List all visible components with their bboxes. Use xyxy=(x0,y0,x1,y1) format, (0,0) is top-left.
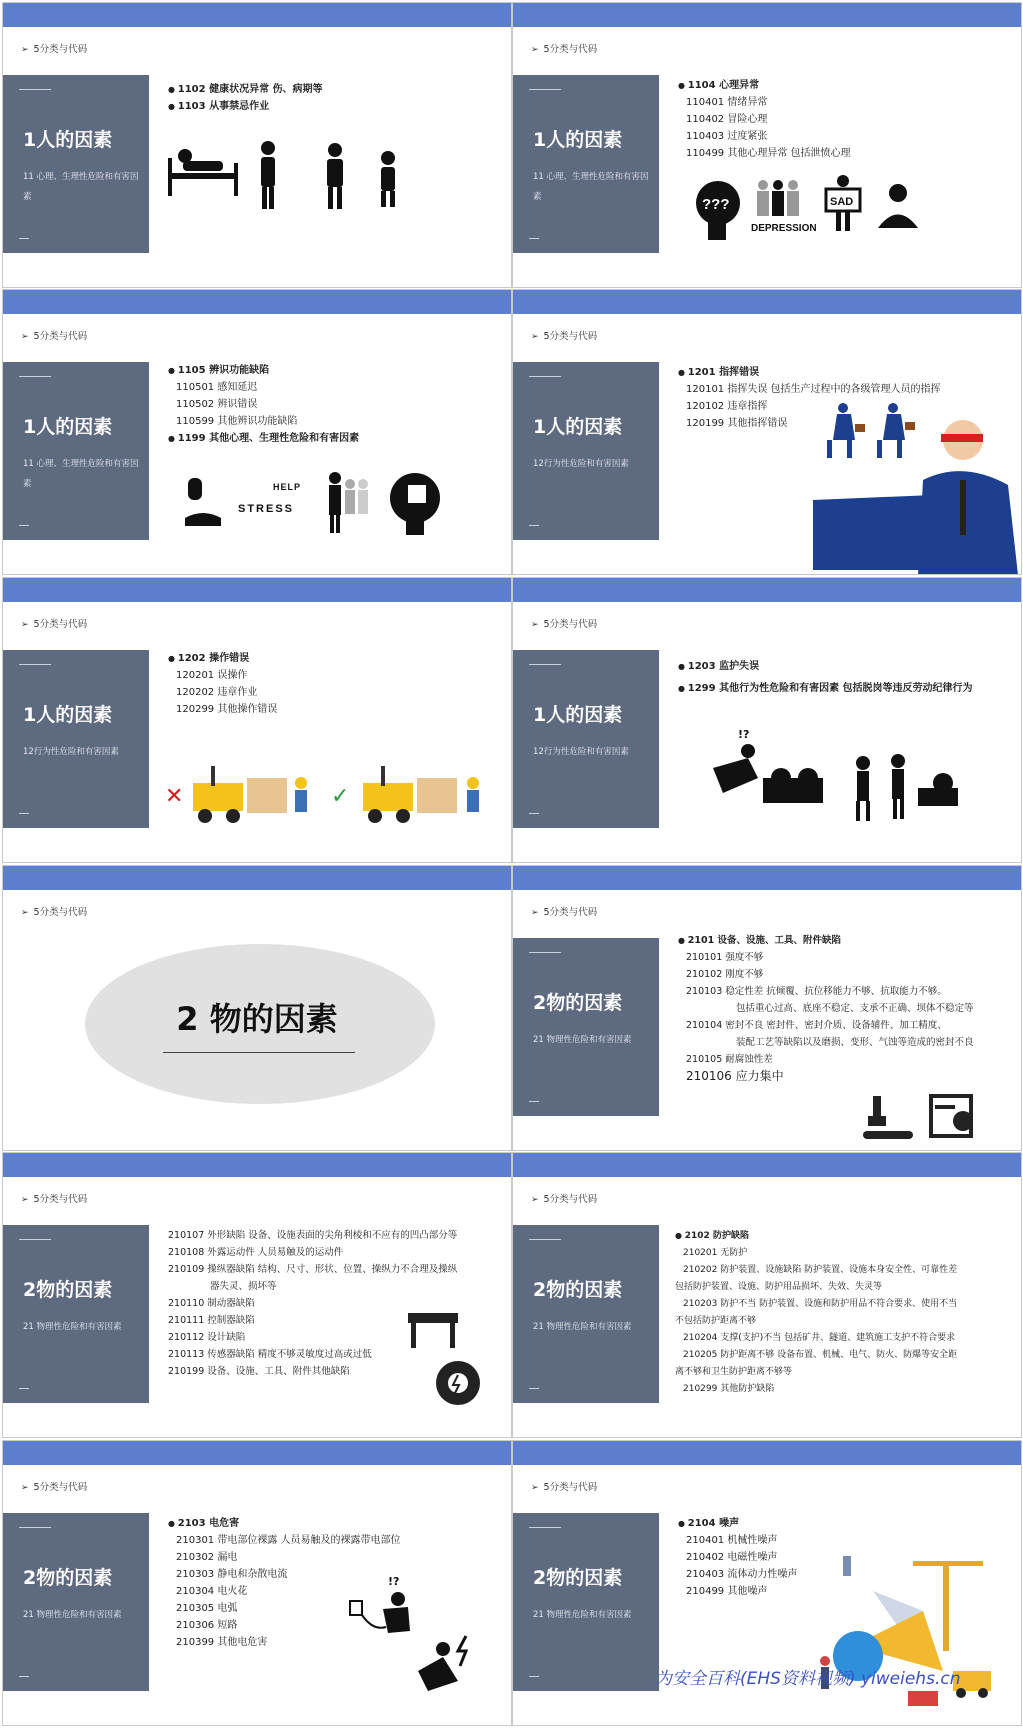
bullet-item: ● 2101 设备、设施、工具、附件缺陷 xyxy=(678,932,1013,949)
arrow-icon: ➢ xyxy=(531,45,539,55)
breadcrumb: ➢ 5分类与代码 xyxy=(21,331,88,342)
slide-5 xyxy=(2,577,512,863)
list-item: 210108 外露运动件 人员易触及的运动件 xyxy=(168,1247,344,1258)
art-label: !? xyxy=(738,728,750,741)
slide-title: 1人的因素 xyxy=(533,704,623,726)
breadcrumb: ➢ 5分类与代码 xyxy=(21,619,88,630)
list-item: 210302 漏电 xyxy=(176,1552,238,1563)
slide-subtitle: 11 心理、生理性危险和有害因素 xyxy=(533,172,649,202)
bullet-item: ● 1299 其他行为性危险和有害因素 包括脱岗等违反劳动纪律行为 xyxy=(678,678,1013,700)
side-panel xyxy=(513,75,659,253)
bullet-item: ● 1203 监护失误 xyxy=(678,656,1013,678)
correct-mark: ✓ xyxy=(331,784,350,809)
slide-subtitle: 21 物理性危险和有害因素 xyxy=(533,1322,632,1332)
mental-state-illustration xyxy=(693,173,923,253)
list-item: 210499 其他噪声 xyxy=(686,1586,768,1597)
slide-title: 2物的因素 xyxy=(533,1567,623,1589)
accident-illustration xyxy=(693,723,993,833)
list-item: 210402 电磁性噪声 xyxy=(686,1552,778,1563)
slide-10 xyxy=(512,1152,1022,1438)
breadcrumb: ➢ 5分类与代码 xyxy=(531,44,598,55)
wrong-mark: ✕ xyxy=(165,784,184,809)
art-label: HELP xyxy=(273,482,302,492)
list-item: 210205 防护距离不够 设备布置、机械、电气、防火、防爆等安全距 xyxy=(683,1350,958,1360)
barrier-gear-icons xyxy=(403,1303,493,1413)
bullet-item: ● 1201 指挥错误 xyxy=(678,364,1013,381)
list-item: 210107 外形缺陷 设备、设施表面的尖角利棱和不应有的凹凸部分等 xyxy=(168,1230,458,1241)
forklift-comparison-illustration xyxy=(163,758,493,828)
list-item: 210111 控制器缺陷 xyxy=(168,1315,255,1326)
slide-header-bar xyxy=(3,866,511,890)
slide-title: 1人的因素 xyxy=(533,416,623,438)
side-panel xyxy=(3,362,149,540)
slide-header-bar xyxy=(513,578,1021,602)
slide-subtitle: 21 物理性危险和有害因素 xyxy=(23,1322,122,1332)
slide-9 xyxy=(2,1152,512,1438)
list-item: 210306 短路 xyxy=(176,1620,238,1631)
slide-title: 1人的因素 xyxy=(533,129,623,151)
arrow-icon: ➢ xyxy=(21,332,29,342)
list-item: 210403 流体动力性噪声 xyxy=(686,1569,798,1580)
bullet-item: ● 2103 电危害 xyxy=(168,1515,503,1532)
art-label: SAD xyxy=(830,196,854,208)
slide-header-bar xyxy=(3,3,511,27)
side-panel xyxy=(513,650,659,828)
watermark: 为安全百科(EHS资料视频) yiweiehs.cn xyxy=(655,1669,961,1689)
list-item: 110501 感知延迟 xyxy=(176,382,258,393)
art-label: DEPRESSION xyxy=(751,223,817,234)
side-panel xyxy=(3,1225,149,1403)
slide-6 xyxy=(512,577,1022,863)
bullet-item: ● 2104 噪声 xyxy=(678,1515,1013,1532)
list-item: 210204 支撑(支护)不当 包括矿井、隧道、建筑施工支护不符合要求 xyxy=(683,1333,956,1343)
breadcrumb: ➢ 5分类与代码 xyxy=(531,1482,598,1493)
slide-subtitle: 21 物理性危险和有害因素 xyxy=(23,1610,122,1620)
machine-icons xyxy=(863,1091,983,1146)
list-item: 120202 违章作业 xyxy=(176,687,258,698)
arrow-icon: ➢ xyxy=(21,45,29,55)
slide-header-bar xyxy=(513,1153,1021,1177)
side-panel xyxy=(513,1513,659,1691)
bullet-item: ● 1102 健康状况异常 伤、病期等 xyxy=(168,81,503,98)
art-label: !? xyxy=(388,1575,400,1588)
noise-megaphone-illustration xyxy=(813,1551,1013,1721)
list-item: 110502 辨识错误 xyxy=(176,399,258,410)
section-title: 2 物的因素 xyxy=(176,1000,338,1038)
slide-title: 2物的因素 xyxy=(533,1279,623,1301)
slide-title: 2物的因素 xyxy=(533,992,623,1014)
slide-header-bar xyxy=(513,1441,1021,1465)
slide-content xyxy=(168,362,503,447)
breadcrumb: ➢ 5分类与代码 xyxy=(21,1482,88,1493)
list-item: 210299 其他防护缺陷 xyxy=(683,1384,775,1394)
slide-header-bar xyxy=(3,578,511,602)
slide-content xyxy=(168,650,503,718)
list-item: 120102 违章指挥 xyxy=(686,401,768,412)
side-panel xyxy=(513,938,659,1116)
bullet-item: ● 1105 辨识功能缺陷 xyxy=(168,362,503,379)
arrow-icon: ➢ xyxy=(21,1483,29,1493)
side-panel xyxy=(3,1513,149,1691)
slide-4 xyxy=(512,289,1022,575)
slide-7-section xyxy=(2,865,512,1151)
slide-title: 2物的因素 xyxy=(23,1567,113,1589)
slide-title: 1人的因素 xyxy=(23,704,113,726)
slide-3 xyxy=(2,289,512,575)
arrow-icon: ➢ xyxy=(531,1195,539,1205)
list-item: 210203 防护不当 防护装置、设施和防护用品不符合要求、使用不当 xyxy=(683,1299,958,1309)
list-item: 120101 指挥失误 包括生产过程中的各级管理人员的指挥 xyxy=(686,384,941,395)
arrow-icon: ➢ xyxy=(21,620,29,630)
slide-content xyxy=(678,77,1013,162)
breadcrumb: ➢ 5分类与代码 xyxy=(531,331,598,342)
slide-subtitle: 21 物理性危险和有害因素 xyxy=(533,1610,632,1620)
blindfolded-manager-illustration xyxy=(813,400,1018,575)
arrow-icon: ➢ xyxy=(531,620,539,630)
slide-subtitle: 21 物理性危险和有害因素 xyxy=(533,1035,632,1045)
bullet-item: ● 1103 从事禁忌作业 xyxy=(168,98,503,115)
list-item: 不包括防护距离不够 xyxy=(675,1316,757,1326)
list-item: 210101 强度不够 xyxy=(686,952,764,963)
list-item: 210103 稳定性差 抗倾覆、抗位移能力不够、抗取能力不够。 xyxy=(686,986,947,997)
list-item: 210104 密封不良 密封件、密封介质、设备辅件、加工精度、 xyxy=(686,1020,947,1031)
breadcrumb: ➢ 5分类与代码 xyxy=(531,907,598,918)
list-item: 210102 刚度不够 xyxy=(686,969,764,980)
slide-title: 2物的因素 xyxy=(23,1279,113,1301)
list-item: 120201 误操作 xyxy=(176,670,248,681)
slide-content xyxy=(168,81,503,115)
slide-title: 1人的因素 xyxy=(23,416,113,438)
list-item: 210304 电火花 xyxy=(176,1586,248,1597)
arrow-icon: ➢ xyxy=(531,1483,539,1493)
slide-header-bar xyxy=(3,1441,511,1465)
art-label: ??? xyxy=(702,196,730,213)
list-item: 110499 其他心理异常 包括泄愤心理 xyxy=(686,148,851,159)
list-item: 120299 其他操作错误 xyxy=(176,704,278,715)
bullet-item: ● 1202 操作错误 xyxy=(168,650,503,667)
list-item: 210401 机械性噪声 xyxy=(686,1535,778,1546)
slide-content xyxy=(678,932,1013,1085)
slide-header-bar xyxy=(513,290,1021,314)
slide-content xyxy=(678,656,1013,700)
bullet-item: ● 2102 防护缺陷 xyxy=(675,1227,1013,1245)
slide-subtitle: 12行为性危险和有害因素 xyxy=(23,747,119,757)
bullet-item: ● 1199 其他心理、生理性危险和有害因素 xyxy=(168,430,503,447)
breadcrumb: ➢ 5分类与代码 xyxy=(531,619,598,630)
slide-subtitle: 11 心理、生理性危险和有害因素 xyxy=(23,459,139,489)
list-item: 210305 电弧 xyxy=(176,1603,238,1614)
list-item: 器失灵、损坏等 xyxy=(210,1281,277,1292)
list-item: 210113 传感器缺陷 精度不够灵敏度过高或过低 xyxy=(168,1349,372,1360)
list-item: 装配工艺等缺陷以及磨损、变形、气蚀等造成的密封不良 xyxy=(736,1037,974,1048)
bullet-item: ● 1104 心理异常 xyxy=(678,77,1013,94)
slide-title: 1人的因素 xyxy=(23,129,113,151)
arrow-icon: ➢ xyxy=(21,908,29,918)
slide-header-bar xyxy=(513,3,1021,27)
breadcrumb: ➢ 5分类与代码 xyxy=(21,44,88,55)
breadcrumb: ➢ 5分类与代码 xyxy=(21,907,88,918)
side-panel xyxy=(513,362,659,540)
list-item: 210106 应力集中 xyxy=(686,1069,784,1083)
side-panel xyxy=(513,1225,659,1403)
slide-header-bar xyxy=(513,866,1021,890)
arrow-icon: ➢ xyxy=(531,332,539,342)
list-item: 210105 耐腐蚀性差 xyxy=(686,1054,773,1065)
breadcrumb: ➢ 5分类与代码 xyxy=(531,1194,598,1205)
list-item: 210112 设计缺陷 xyxy=(168,1332,246,1343)
list-item: 210202 防护装置、设施缺陷 防护装置、设施本身安全性、可靠性差 xyxy=(683,1265,958,1275)
slide-1 xyxy=(2,2,512,288)
slide-8 xyxy=(512,865,1022,1151)
list-item: 120199 其他指挥错误 xyxy=(686,418,788,429)
side-panel xyxy=(3,650,149,828)
list-item: 210199 设备、设施、工具、附件其他缺陷 xyxy=(168,1366,350,1377)
list-item: 离不够和卫生防护距离不够等 xyxy=(675,1367,793,1377)
slide-subtitle: 12行为性危险和有害因素 xyxy=(533,459,629,469)
list-item: 包括防护装置、设施、防护用品损坏、失效、失灵等 xyxy=(675,1282,883,1292)
slide-2 xyxy=(512,2,1022,288)
slide-subtitle: 11 心理、生理性危险和有害因素 xyxy=(23,172,139,202)
list-item: 210301 带电部位裸露 人员易触及的裸露带电部位 xyxy=(176,1535,401,1546)
slide-11 xyxy=(2,1440,512,1726)
list-item: 包括重心过高、底座不稳定、支承不正确、坝体不稳定等 xyxy=(736,1003,974,1014)
list-item: 210110 制动器缺陷 xyxy=(168,1298,255,1309)
slide-header-bar xyxy=(3,290,511,314)
arrow-icon: ➢ xyxy=(21,1195,29,1205)
list-item: 110599 其他辨识功能缺陷 xyxy=(176,416,298,427)
electric-shock-illustration xyxy=(348,1571,488,1701)
list-item: 110403 过度紧张 xyxy=(686,131,768,142)
slide-header-bar xyxy=(3,1153,511,1177)
section-underline xyxy=(163,1052,355,1053)
list-item: 110401 情绪异常 xyxy=(686,97,768,108)
injured-workers-illustration xyxy=(163,128,463,228)
slide-subtitle: 12行为性危险和有害因素 xyxy=(533,747,629,757)
art-label: STRESS xyxy=(238,503,295,515)
list-item: 210303 静电和杂散电流 xyxy=(176,1569,288,1580)
slide-content xyxy=(675,1227,1013,1398)
arrow-icon: ➢ xyxy=(531,908,539,918)
side-panel xyxy=(3,75,149,253)
list-item: 110402 冒险心理 xyxy=(686,114,768,125)
list-item: 210201 无防护 xyxy=(683,1248,748,1258)
list-item: 210109 操纵器缺陷 结构、尺寸、形状、位置、操纵力不合理及操纵 xyxy=(168,1264,458,1275)
breadcrumb: ➢ 5分类与代码 xyxy=(21,1194,88,1205)
stress-illustration xyxy=(183,470,443,540)
list-item: 210399 其他电危害 xyxy=(176,1637,268,1648)
